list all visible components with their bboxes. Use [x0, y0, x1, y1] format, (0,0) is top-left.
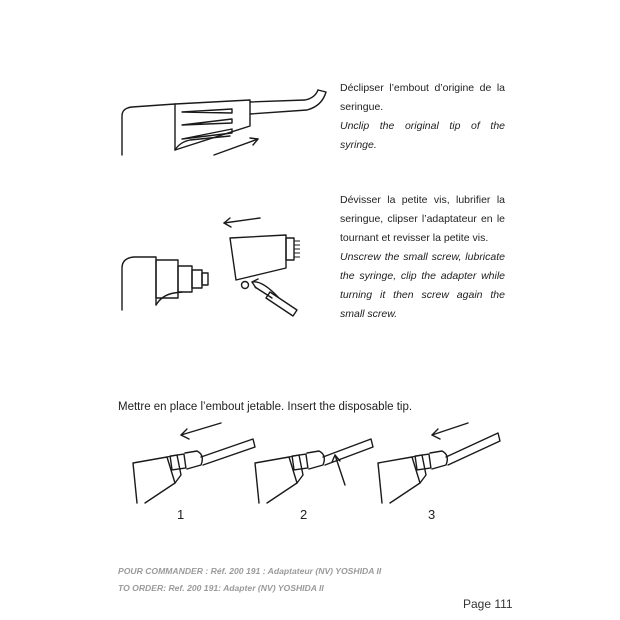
order-reference [118, 563, 381, 597]
step-2-french: Dévisser la petite vis, lubrifier la seringue, clipser l’adaptateur en le tournant et revisser la petite vis. [340, 194, 505, 244]
step-1-text [340, 79, 505, 155]
step-number-2: 2 [300, 507, 308, 522]
order-reference-english: TO ORDER: Ref. 200 191: Adapter (NV) YOSHIDA II [118, 583, 324, 593]
figure-tip-insert-3 [360, 425, 500, 505]
figure-tip-insert-1 [115, 425, 255, 505]
step-1-english: Unclip the original tip of the syringe. [340, 120, 505, 151]
figure-adapter-mount [112, 210, 332, 325]
order-reference-french: POUR COMMANDER : Réf. 200 191 : Adaptateur (NV) YOSHIDA II [118, 566, 382, 576]
step-2-text [340, 191, 505, 324]
page-number: Page 111 [463, 597, 513, 611]
step-number-1: 1 [177, 507, 185, 522]
figure-unclip-tip [100, 80, 335, 170]
step-1-french: Déclipser l’embout d’origine de la seringue. [340, 82, 505, 113]
step-3-title: Mettre en place l’embout jetable. Insert the disposable tip. [118, 401, 413, 413]
step-2-english: Unscrew the small screw, lubricate the syringe, clip the adapter while turning it then screw again the small screw. [340, 251, 505, 320]
figure-tip-insert-2 [237, 425, 377, 505]
step-number-3: 3 [428, 507, 436, 522]
